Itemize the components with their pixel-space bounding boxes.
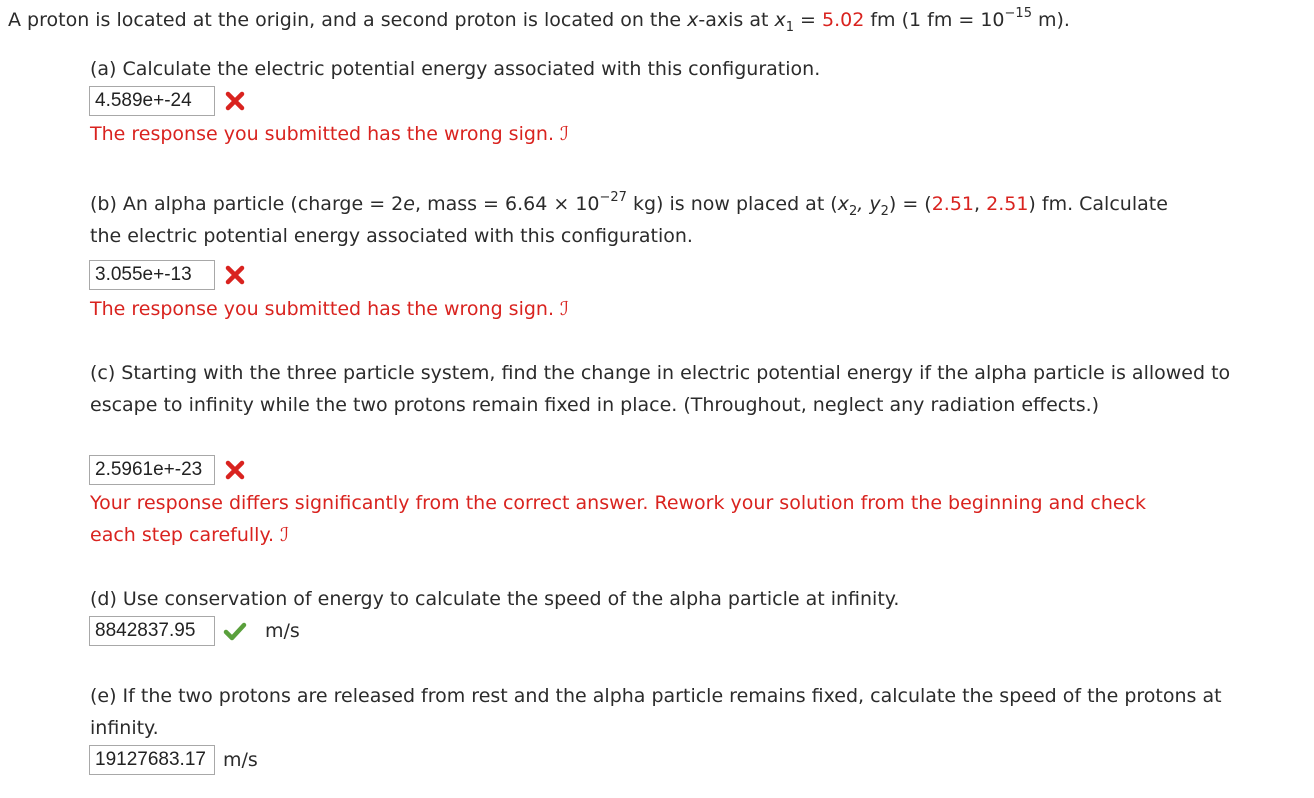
feedback-text: Your response differs significantly from the correct answer. Rework your solution from the beginning and check [90, 492, 1147, 514]
part-b-question [90, 188, 1280, 252]
exponent: −27 [599, 190, 627, 205]
part-e-answer-input[interactable]: 19127683.17 [89, 745, 215, 775]
part-a-feedback: The response you submitted has the wrong sign. ℐ [90, 123, 569, 145]
x2-value: 2.51 [931, 193, 975, 215]
intro-text: -axis at [698, 9, 775, 31]
part-e-unit: m/s [223, 749, 258, 771]
part-a-answer-input[interactable]: 4.589e+-24 [89, 86, 215, 116]
part-a-question: (a) Calculate the electric potential energy associated with this configuration. [90, 58, 821, 80]
x-variable: x [687, 9, 699, 31]
x1-value: 5.02 [822, 9, 865, 31]
part-d-answer-input[interactable]: 8842837.95 [89, 616, 215, 646]
x2-variable: x [837, 193, 849, 215]
equals: = [794, 9, 823, 31]
part-b-answer-input[interactable]: 3.055e+-13 [89, 260, 215, 290]
part-c-feedback [90, 487, 1146, 551]
problem-intro [8, 6, 1070, 34]
x-mark-icon [223, 89, 247, 113]
question-text: ) fm. Calculate [1028, 193, 1168, 215]
intro-text: m). [1031, 9, 1070, 31]
x-mark-icon [223, 458, 247, 482]
part-c-answer-input[interactable]: 2.5961e+-23 [89, 455, 215, 485]
intro-text: fm (1 fm = 10 [864, 9, 1005, 31]
check-mark-icon [223, 619, 247, 643]
comma: , [974, 193, 987, 215]
part-e-answer-row [89, 745, 258, 775]
question-text: , mass = 6.64 × 10 [414, 193, 600, 215]
x1-subscript: 1 [785, 20, 795, 35]
question-text: (b) An alpha particle (charge = 2 [90, 193, 404, 215]
y2-value: 2.51 [986, 193, 1029, 215]
y2-variable: y [869, 193, 881, 215]
part-d-unit: m/s [265, 620, 300, 642]
part-e-question: (e) If the two protons are released from rest and the alpha particle remains fixed, calculate the speed of the protons at infinity. [90, 685, 1222, 739]
part-c-question: (c) Starting with the three particle system, find the change in electric potential energy if the alpha particle is allowed to escape to infinity while the two protons remain fixed in place. (Throughout, neglect any radiation effects.) [90, 362, 1231, 416]
question-text: kg) is now placed at ( [626, 193, 838, 215]
part-d-answer-row [89, 616, 300, 646]
exponent: −15 [1004, 6, 1032, 21]
x1-variable: x [774, 9, 786, 31]
question-text: the electric potential energy associated with this configuration. [90, 225, 693, 247]
part-c-answer-row [89, 455, 247, 485]
x-mark-icon [223, 263, 247, 287]
question-text: ) = ( [888, 193, 932, 215]
comma: , [857, 193, 870, 215]
intro-text: A proton is located at the origin, and a second proton is located on the [8, 9, 688, 31]
x2-subscript: 2 [848, 204, 858, 219]
part-a-answer-row [89, 86, 247, 116]
part-b-answer-row [89, 260, 247, 290]
part-d-question: (d) Use conservation of energy to calculate the speed of the alpha particle at infinity. [90, 588, 900, 610]
part-b-feedback: The response you submitted has the wrong sign. ℐ [90, 298, 569, 320]
y2-subscript: 2 [880, 204, 889, 219]
e-variable: e [403, 193, 415, 215]
feedback-text: each step carefully. ℐ [90, 524, 289, 546]
